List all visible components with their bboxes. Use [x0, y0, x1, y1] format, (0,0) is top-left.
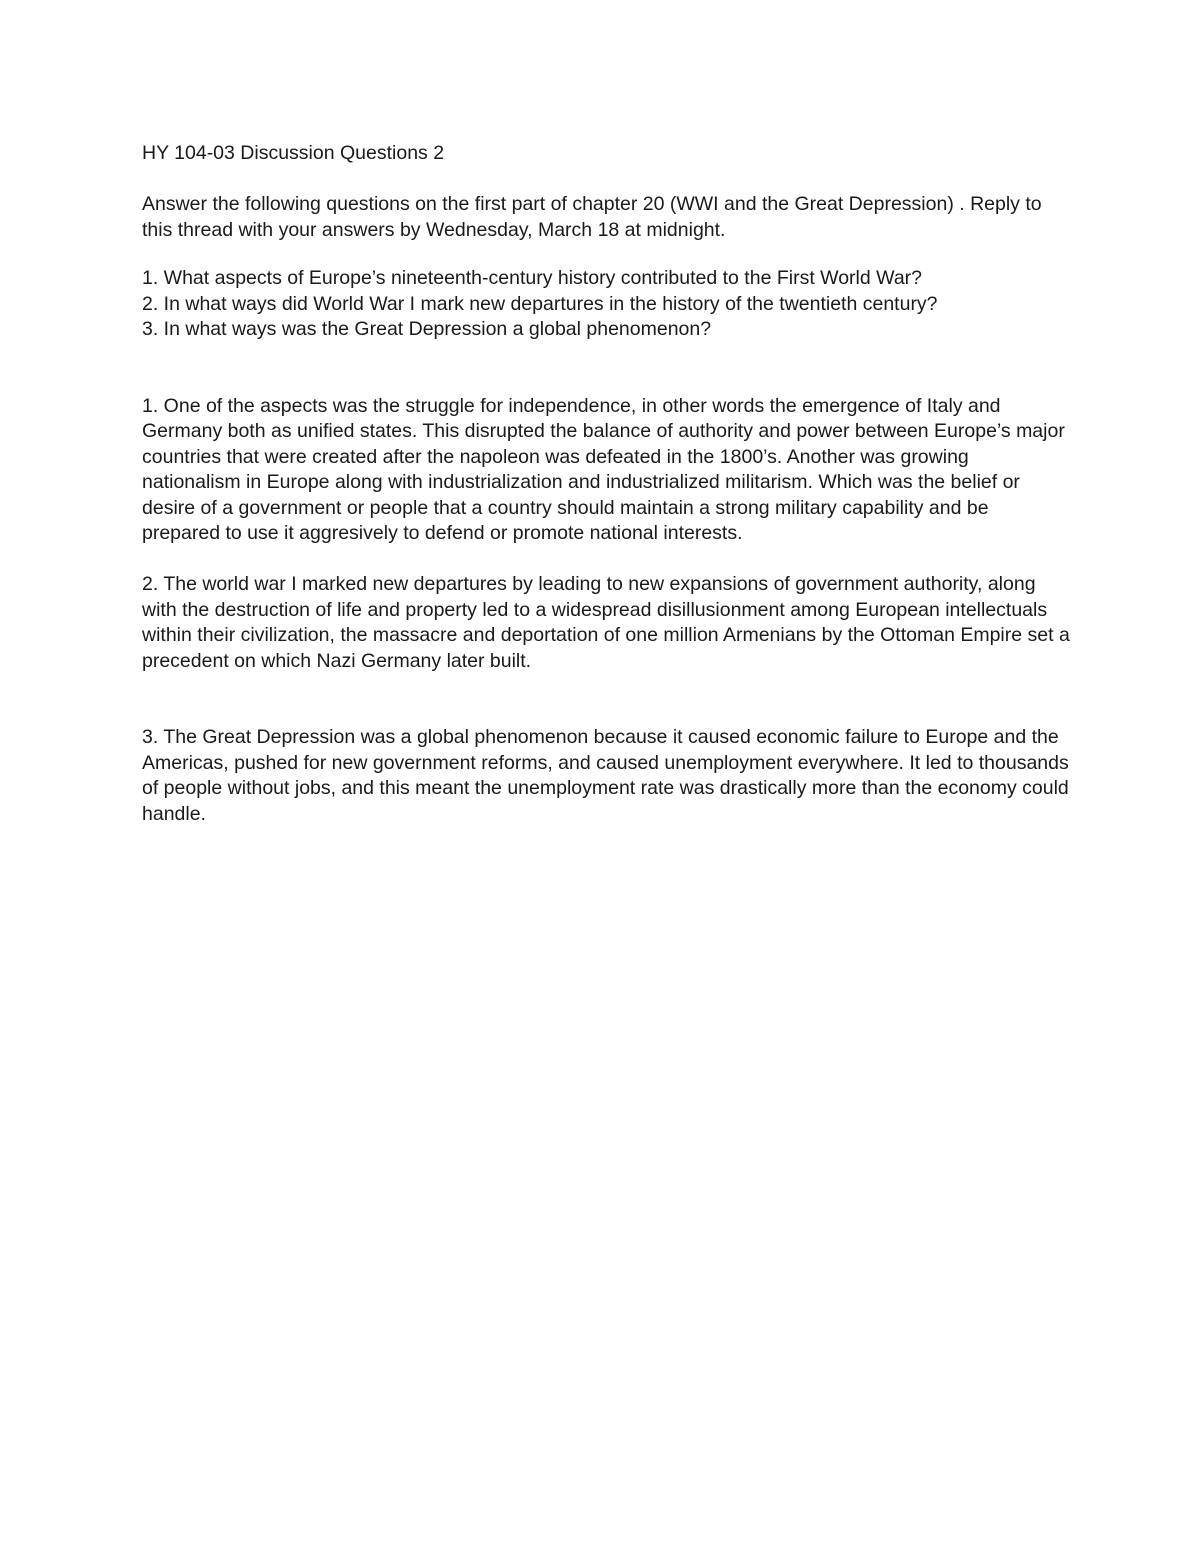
document-title: HY 104-03 Discussion Questions 2 — [142, 142, 445, 164]
question-item: 1. What aspects of Europe’s nineteenth-century history contributed to the First World War? — [142, 267, 923, 289]
question-item: 3. In what ways was the Great Depression a global phenomenon? — [142, 318, 712, 340]
answer-paragraph-2: 2. The world war I marked new departures by leading to new expansions of government authority, along with the destruction of life and property led to a widespread disillusionment among European intellectuals within their civilization, the massacre and deportation of one million Armenians by the Ottoman Empire set a precedent on which Nazi Germany later built. — [142, 573, 1070, 672]
answer-paragraph-3: 3. The Great Depression was a global phenomenon because it caused economic failure to Europe and the Americas, pushed for new government reforms, and caused unemployment everywhere. It led to thousands of people without jobs, and this meant the unemployment rate was drastically more than the economy could handle. — [142, 726, 1069, 825]
document-body — [142, 141, 1072, 827]
question-list — [142, 266, 1072, 343]
assignment-instructions: Answer the following questions on the first part of chapter 20 (WWI and the Great Depression) . Reply to this thread with your answers by Wednesday, March 18 at midnight. — [142, 193, 1042, 241]
answer-paragraph-1: 1. One of the aspects was the struggle for independence, in other words the emergence of Italy and Germany both as unified states. This disrupted the balance of authority and power between Europe’s major countries that were created after the napoleon was defeated in the 1800’s. Another was growing nationalism in Europe along with industrialization and industrialized militarism. Which was the belief or desire of a government or people that a country should maintain a strong military capability and be prepared to use it aggresively to defend or promote national interests. — [142, 394, 1065, 544]
question-item: 2. In what ways did World War I mark new departures in the history of the twentieth century? — [142, 292, 938, 315]
